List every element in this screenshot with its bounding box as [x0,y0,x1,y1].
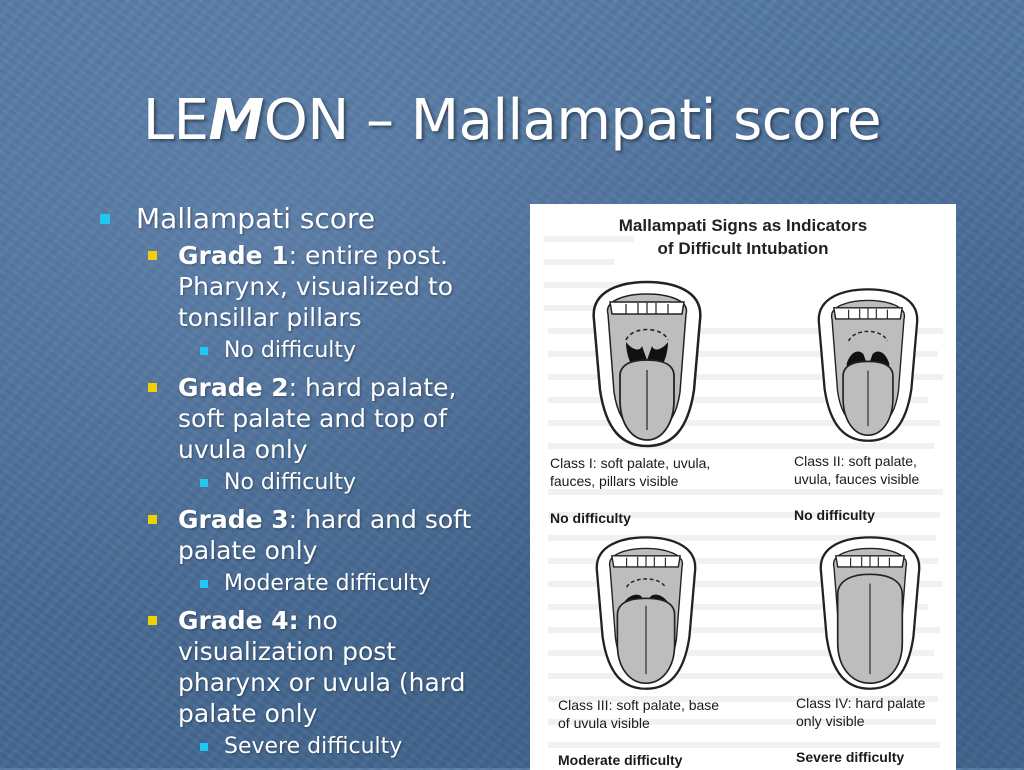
class-2-caption-line2: uvula, fauces visible [794,471,920,487]
grade-4-label: Grade 4: [178,606,299,635]
grade-3-text: : hard and soft palate only [178,505,472,565]
class-2-caption-line1: Class II: soft palate, [794,453,917,469]
square-bullet-icon [200,743,208,751]
grade-3-item [100,504,500,566]
grade-4-text: no visualization post pharynx or uvula (hard palate only [178,606,466,728]
square-bullet-icon [200,347,208,355]
class-1-caption-line1: Class I: soft palate, uvula, [550,455,711,471]
class-3-caption-line1: Class III: soft palate, base [558,697,720,713]
class-1-difficulty: No difficulty [550,510,631,526]
class-3-difficulty: Moderate difficulty [558,752,683,768]
class-4-caption [796,694,956,730]
bullet-main-text: Mallampati score [136,202,376,235]
class-2-caption [794,452,956,488]
mallampati-figure [530,204,956,770]
square-bullet-icon [148,515,157,524]
grade-2-label: Grade 2 [178,373,289,402]
grade-2-difficulty [100,468,500,498]
grade-4-difficulty [100,732,500,762]
class-3-caption [558,696,758,732]
mouth-class-3-illustration [586,534,706,694]
square-bullet-icon [200,580,208,588]
grade-2-text: : hard palate, soft palate and top of uvula only [178,373,457,464]
class-1-caption-line2: fauces, pillars visible [550,473,679,489]
class-3-caption-line2: of uvula visible [558,715,650,731]
grade-3-label: Grade 3 [178,505,289,534]
class-4-caption-line1: Class IV: hard palate [796,695,926,711]
bullet-main [100,200,500,238]
grade-2-item [100,372,500,465]
square-bullet-icon [148,616,157,625]
grade-3-difficulty [100,569,500,599]
grade-1-item [100,240,500,333]
grade-1-difficulty-text: No difficulty [224,338,357,363]
square-bullet-icon [200,479,208,487]
grade-4-item [100,605,500,729]
mouth-class-1-illustration [582,280,712,450]
mouth-class-4-illustration [810,534,930,694]
figure-title-line2: of Difficult Intubation [657,239,829,258]
grade-2-difficulty-text: No difficulty [224,470,357,495]
class-2-difficulty: No difficulty [794,507,875,523]
slide-title [0,88,1024,154]
mouth-class-2-illustration [808,286,928,446]
title-suffix: ON – Mallampati score [263,88,882,153]
grade-1-label: Grade 1 [178,241,289,270]
class-4-caption-line2: only visible [796,713,865,729]
square-bullet-icon [148,251,157,260]
title-prefix: LE [142,88,209,153]
figure-title [530,214,956,260]
bullet-list [100,200,500,762]
class-4-difficulty: Severe difficulty [796,749,905,765]
square-bullet-icon [100,214,110,224]
grade-4-difficulty-text: Severe difficulty [224,734,403,759]
figure-title-line1: Mallampati Signs as Indicators [618,216,868,235]
square-bullet-icon [148,383,157,392]
class-1-caption [550,454,750,490]
grade-1-text: : entire post. Pharynx, visualized to tonsillar pillars [178,241,454,332]
grade-3-difficulty-text: Moderate difficulty [224,571,431,596]
grade-1-difficulty [100,336,500,366]
title-emphasis: M [208,88,264,153]
